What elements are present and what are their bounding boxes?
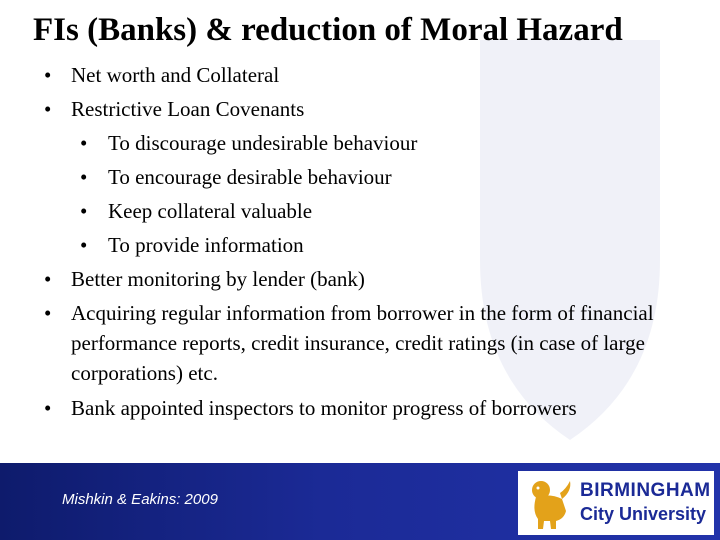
bullet-text: Keep collateral valuable	[108, 199, 313, 223]
bullet-item	[0, 58, 720, 92]
bullet-text: Acquiring regular information from borrower in the form of financial performance reports, credit insurance, credit ratings (in case of large corporations) etc.	[71, 301, 654, 385]
footer-bar	[0, 463, 720, 540]
slide-title: FIs (Banks) & reduction of Moral Hazard	[33, 12, 623, 48]
bullet-item	[0, 298, 720, 388]
bullet-dot: •	[80, 233, 88, 257]
logo-text-line1: BIRMINGHAM	[580, 480, 711, 501]
sub-bullet-item	[0, 160, 720, 194]
bullet-item	[0, 391, 720, 425]
bullet-text: Bank appointed inspectors to monitor progress of borrowers	[71, 396, 577, 420]
bullet-item	[0, 92, 720, 126]
bullet-item	[0, 262, 720, 296]
bullet-dot: •	[80, 165, 88, 189]
sub-bullet-item	[0, 194, 720, 228]
footer-citation: Mishkin & Eakins: 2009	[62, 491, 218, 508]
lion-crest-icon	[526, 477, 574, 529]
bullet-dot: •	[44, 301, 52, 325]
bullet-dot: •	[44, 97, 52, 121]
bullet-text: To encourage desirable behaviour	[108, 165, 392, 189]
bullet-dot: •	[44, 396, 52, 420]
bullet-dot: •	[44, 63, 52, 87]
bullet-text: Better monitoring by lender (bank)	[71, 267, 365, 291]
sub-bullet-item	[0, 126, 720, 160]
sub-bullet-item	[0, 228, 720, 262]
bullet-dot: •	[80, 131, 88, 155]
bullet-text: To provide information	[108, 233, 304, 257]
bullet-text: To discourage undesirable behaviour	[108, 131, 418, 155]
bullet-dot: •	[80, 199, 88, 223]
bullet-dot: •	[44, 267, 52, 291]
university-logo	[518, 471, 714, 535]
logo-text-line2: City University	[580, 504, 707, 524]
bullet-text: Restrictive Loan Covenants	[71, 97, 305, 121]
bullet-text: Net worth and Collateral	[71, 63, 280, 87]
bullet-list	[0, 58, 720, 425]
